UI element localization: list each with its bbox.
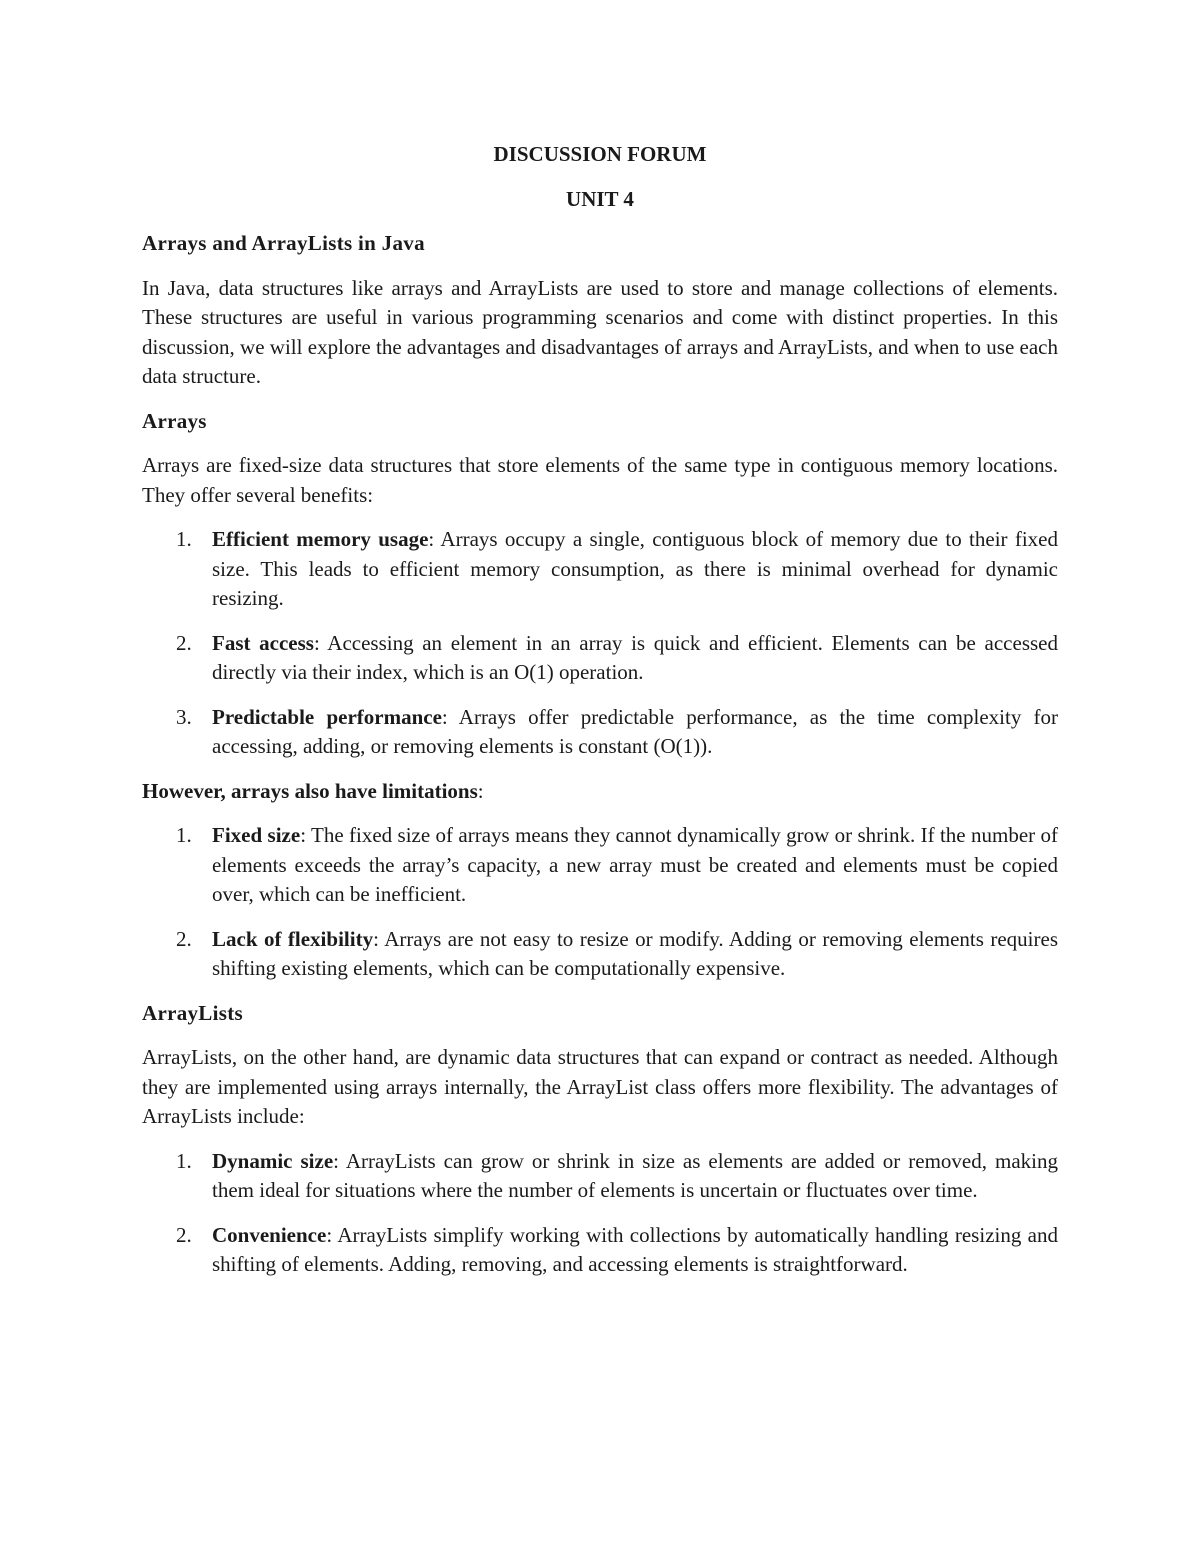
list-term: Efficient memory usage bbox=[212, 527, 429, 551]
unit-label: UNIT 4 bbox=[566, 186, 634, 211]
intro-heading: Arrays and ArrayLists in Java bbox=[142, 231, 425, 255]
list-text: : ArrayLists can grow or shrink in size as elements are added or removed, making them ideal for situations where the number of elements is uncertain or fluctuates over time. bbox=[212, 1148, 1058, 1202]
list-text: : The fixed size of arrays means they cannot dynamically grow or shrink. If the number of elements exceeds the array’s capacity, a new array must be created and elements must be copied over, which can be inefficient. bbox=[212, 823, 1058, 906]
list-term: Dynamic size bbox=[212, 1148, 334, 1173]
arraylists-paragraph: ArrayLists, on the other hand, are dynamic data structures that can expand or contract as needed. Although they are implemented using arrays internally, the ArrayList class offers more flexibility. The advantages of ArrayLists include: bbox=[142, 1045, 1058, 1128]
list-number: 1. bbox=[176, 1148, 192, 1173]
limitations-colon: : bbox=[477, 778, 484, 803]
list-number: 2. bbox=[176, 1222, 192, 1247]
list-text: : ArrayLists simplify working with collections by automatically handling resizing and shifting of elements. Adding, removing, and accessing elements is straightforward. bbox=[212, 1222, 1058, 1276]
list-number: 1. bbox=[176, 823, 192, 847]
document-title: DISCUSSION FORUM bbox=[493, 142, 707, 166]
list-text: : Arrays are not easy to resize or modify. Adding or removing elements requires shifting existing elements, which can be computationally expensive. bbox=[212, 926, 1058, 980]
list-number: 1. bbox=[176, 527, 192, 551]
list-number: 3. bbox=[176, 704, 192, 729]
arrays-limitations-list bbox=[142, 821, 1058, 984]
list-term: Predictable performance bbox=[212, 704, 442, 729]
list-item bbox=[142, 525, 1058, 614]
list-number: 2. bbox=[176, 630, 192, 655]
arraylists-advantages-list bbox=[142, 1147, 1058, 1280]
arrays-paragraph: Arrays are fixed-size data structures that store elements of the same type in contiguous memory locations. They offer several benefits: bbox=[142, 453, 1058, 507]
document-body bbox=[142, 140, 1058, 1295]
arrays-heading: Arrays bbox=[142, 408, 207, 433]
list-text: : Arrays occupy a single, contiguous block of memory due to their fixed size. This leads to efficient memory consumption, as there is minimal overhead for dynamic resizing. bbox=[212, 527, 1059, 610]
list-term: Convenience bbox=[212, 1222, 327, 1247]
list-item bbox=[142, 1221, 1058, 1280]
intro-paragraph: In Java, data structures like arrays and ArrayLists are used to store and manage collections of elements. These structures are useful in various programming scenarios and come with distinct properties. In this discussion, we will explore the advantages and disadvantages of arrays and ArrayLists, and when to use each data structure. bbox=[142, 275, 1058, 388]
list-item bbox=[142, 629, 1058, 688]
arraylists-heading: ArrayLists bbox=[142, 1000, 243, 1025]
limitations-heading: However, arrays also have limitations bbox=[142, 778, 478, 803]
list-term: Fixed size bbox=[212, 823, 301, 847]
list-item bbox=[142, 821, 1058, 910]
list-item bbox=[142, 1147, 1058, 1206]
list-text: : Arrays offer predictable performance, as the time complexity for accessing, adding, or removing elements is constant (O(1)). bbox=[212, 704, 1058, 758]
limitations-intro bbox=[142, 777, 1058, 807]
list-item bbox=[142, 703, 1058, 762]
list-term: Fast access bbox=[212, 630, 314, 655]
list-number: 2. bbox=[176, 926, 192, 951]
list-text: : Accessing an element in an array is quick and efficient. Elements can be accessed directly via their index, which is an O(1) operation. bbox=[212, 630, 1058, 684]
arrays-benefits-list bbox=[142, 525, 1058, 762]
list-term: Lack of flexibility bbox=[212, 926, 374, 951]
list-item bbox=[142, 925, 1058, 984]
